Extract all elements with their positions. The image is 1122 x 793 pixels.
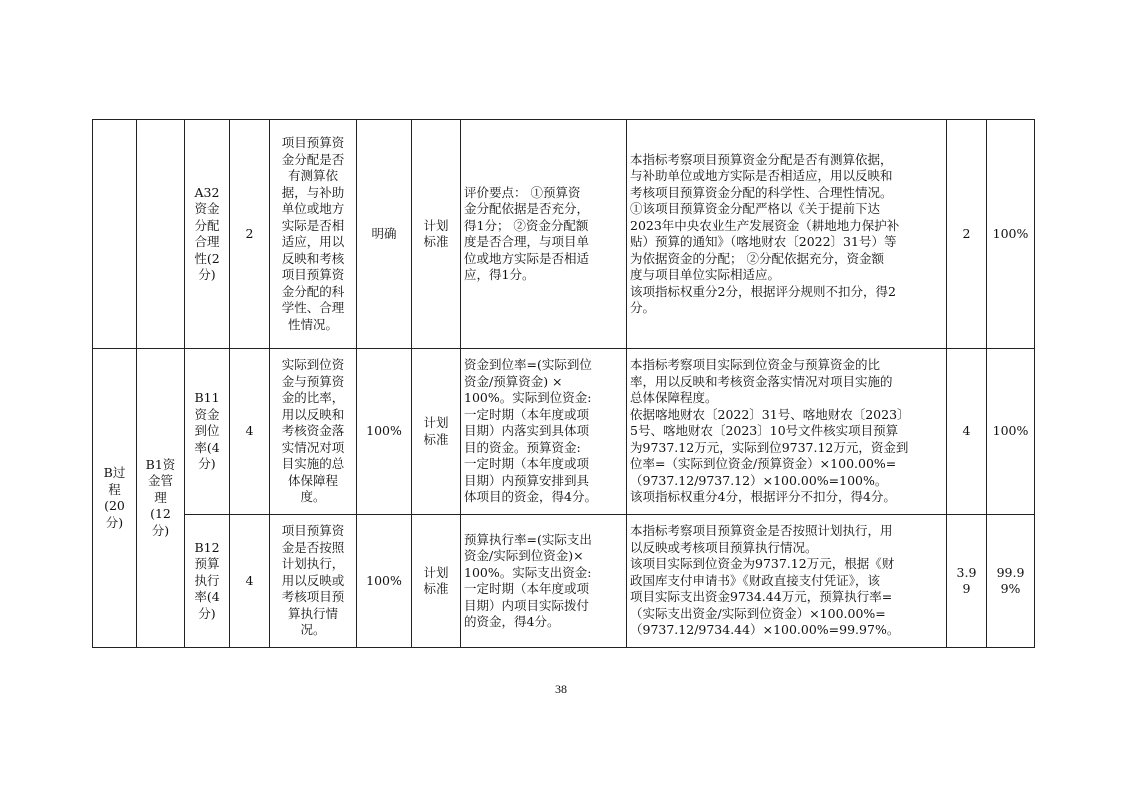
table-row xyxy=(93,120,1035,349)
rate-cell: 100% xyxy=(987,349,1035,515)
table-row xyxy=(93,515,1035,648)
analysis-cell: 本指标考察项目预算资金分配是否有测算依据， 与补助单位或地方实际是否相适应，用以反映和 考核项目预算资金分配的科学性、合理性情况。 ①该项目预算资金分配严格以《关于提前下达 2023年中央农业生产发展资金（耕地地力保护补 贴）预算的通知》（喀地财农〔2022〕31号）等 为依据资金的分配； ②分配依据充分，资金额 度与项目单位实际相适应。 该项指标权重分2分，根据评分规则不扣分，得2 分。 xyxy=(627,120,947,349)
level2-indicator-cell: B1资 金管 理 (12 分) xyxy=(137,349,185,648)
weight-cell: 2 xyxy=(230,120,270,349)
analysis-cell: 本指标考察项目实际到位资金与预算资金的比 率，用以反映和考核资金落实情况对项目实施的 总体保障程度。 依据喀地财农〔2022〕31号、喀地财农〔2023〕 5号、喀地财农〔2023〕10号文件核实项目预算 为9737.12万元，实际到位9737.12万元，资金到 位率=（实际到位资金/预算资金）×100.00%= （9737.12/9737.12）×100.00%=100%。 该项指标权重分4分，根据评分不扣分，得4分。 xyxy=(627,349,947,515)
criteria-cell: 预算执行率=(实际支出 资金/实际到位资金)× 100%。实际支出资金: 一定时期（本年度或项 目期）内项目实际拨付 的资金，得4分。 xyxy=(461,515,627,648)
indicator-content-cell: 项目预算资 金分配是否 有测算依 据，与补助 单位或地方 实际是否相 适应，用以 反映和考核 项目预算资 金分配的科 学性、合理 性情况。 xyxy=(270,120,357,349)
level3-indicator-cell: B12 预算 执行 率(4 分) xyxy=(185,515,230,648)
score-cell: 2 xyxy=(947,120,987,349)
level1-indicator-cell xyxy=(93,120,137,349)
weight-cell: 4 xyxy=(230,349,270,515)
source-cell: 计划 标准 xyxy=(412,349,461,515)
rate-cell: 99.9 9% xyxy=(987,515,1035,648)
target-value-cell: 100% xyxy=(357,515,412,648)
evaluation-table xyxy=(92,119,1035,648)
indicator-content-cell: 项目预算资 金是否按照 计划执行， 用以反映或 考核项目预 算执行情 况。 xyxy=(270,515,357,648)
rate-cell: 100% xyxy=(987,120,1035,349)
page-number: 38 xyxy=(555,682,567,696)
table-row xyxy=(93,349,1035,515)
target-value-cell: 明确 xyxy=(357,120,412,349)
criteria-cell: 资金到位率=(实际到位 资金/预算资金) × 100%。实际到位资金: 一定时期（本年度或项 目期）内落实到具体项 目的资金。预算资金: 一定时期（本年度或项 目期）内预算安排到具 体项目的资金，得4分。 xyxy=(461,349,627,515)
score-cell: 4 xyxy=(947,349,987,515)
level3-indicator-cell: A32 资金 分配 合理 性(2 分) xyxy=(185,120,230,349)
level2-indicator-cell xyxy=(137,120,185,349)
level1-indicator-cell: B过 程 (20 分) xyxy=(93,349,137,648)
analysis-cell: 本指标考察项目预算资金是否按照计划执行，用 以反映或考核项目预算执行情况。 该项目实际到位资金为9737.12万元，根据《财 政国库支付申请书》《财政直接支付凭证》，该 项目实际支出资金9734.44万元，预算执行率= （实际支出资金/实际到位资金）×100.00%= （9737.12/9734.44）×100.00%=99.97%。 xyxy=(627,515,947,648)
score-cell: 3.9 9 xyxy=(947,515,987,648)
level3-indicator-cell: B11 资金 到位 率(4 分) xyxy=(185,349,230,515)
criteria-cell: 评价要点： ①预算资 金分配依据是否充分， 得1分； ②资金分配额 度是否合理，与项目单 位或地方实际是否相适 应，得1分。 xyxy=(461,120,627,349)
indicator-content-cell: 实际到位资 金与预算资 金的比率， 用以反映和 考核资金落 实情况对项 目实施的总 体保障程 度。 xyxy=(270,349,357,515)
weight-cell: 4 xyxy=(230,515,270,648)
source-cell: 计划 标准 xyxy=(412,515,461,648)
source-cell: 计划 标准 xyxy=(412,120,461,349)
target-value-cell: 100% xyxy=(357,349,412,515)
